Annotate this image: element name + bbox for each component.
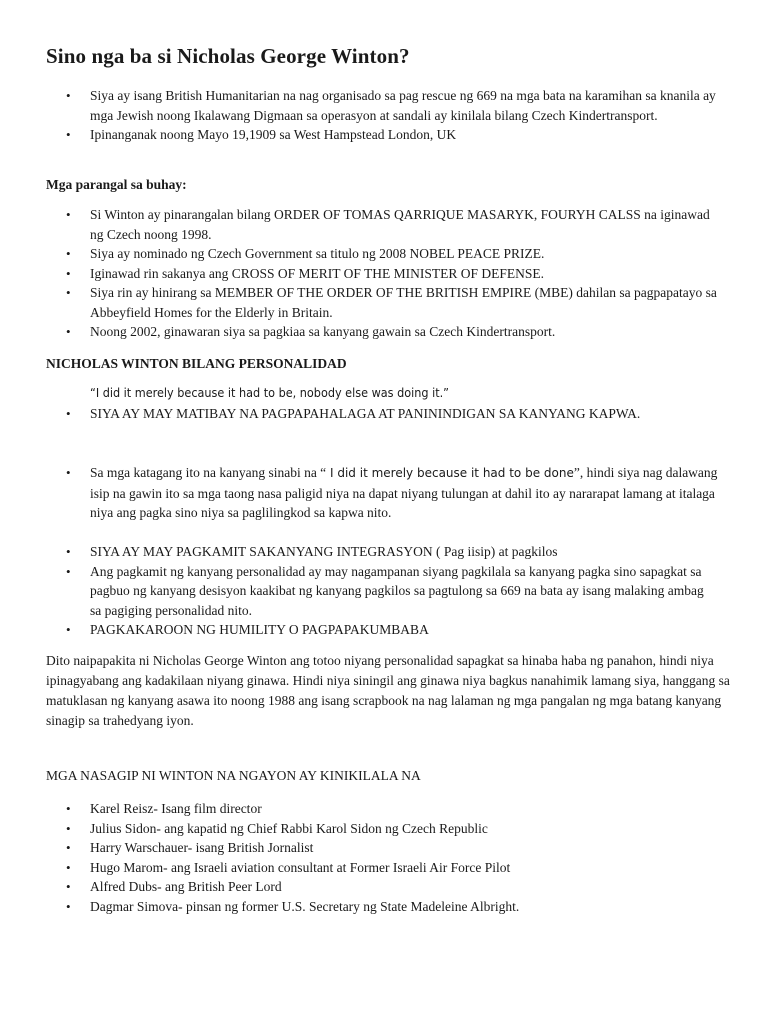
list-item: • Noong 2002, ginawaran siya sa pagkiaa sa kanyang gawain sa Czech Kindertransport. [0, 322, 718, 342]
list-item [0, 463, 718, 523]
list-item: • Siya ay isang British Humanitarian na nag organisado sa pag rescue ng 669 na mga bata na karamihan sa knanila ay mga Jewish noong Ikalawang Digmaan sa operasyon at sandali ay kinilala bilang Czech Kindertransport. [0, 86, 718, 125]
list-item: • SIYA AY MAY MATIBAY NA PAGPAPAHALAGA AT PANININDIGAN SA KANYANG KAPWA. [0, 404, 718, 424]
list-item: • Siya rin ay hinirang sa MEMBER OF THE ORDER OF THE BRITISH EMPIRE (MBE) dahilan sa pagpapatayo sa Abbeyfield Homes for the Elderly in Britain. [0, 283, 718, 322]
trait1-detail-list [0, 463, 768, 523]
rescued-list [0, 799, 768, 916]
list-item: • Ang pagkamit ng kanyang personalidad ay may nagampanan siyang pagkilala sa kanyang pagka sino sapagkat sa pagbuo ng kanyang desisyon kaakibat ng kanyang pagkilos sa pagtulong sa 669 na bata ay isang malaking ambag sa pagiging personalidad nito. [0, 562, 718, 621]
list-item: • Karel Reisz- Isang film director [0, 799, 718, 819]
detail-inline-quote: I did it merely because it had to be done [326, 466, 574, 480]
list-item: • Julius Sidon- ang kapatid ng Chief Rabbi Karol Sidon ng Czech Republic [0, 819, 718, 839]
list-item: • SIYA AY MAY PAGKAMIT SAKANYANG INTEGRASYON ( Pag iisip) at pagkilos [0, 542, 718, 562]
trait1-list [0, 404, 768, 424]
honors-list [0, 205, 768, 342]
list-item: • PAGKAKAROON NG HUMILITY O PAGPAPAKUMBABA [0, 620, 718, 640]
list-item: • Ipinanganak noong Mayo 19,1909 sa West Hampstead London, UK [0, 125, 718, 145]
honors-heading: Mga parangal sa buhay: [46, 177, 187, 192]
list-item: • Dagmar Simova- pinsan ng former U.S. Secretary ng State Madeleine Albright. [0, 897, 718, 917]
page-title: Sino nga ba si Nicholas George Winton? [46, 44, 410, 68]
trait2-list [0, 542, 768, 640]
intro-list [0, 86, 768, 145]
winton-quote: “I did it merely because it had to be, nobody else was doing it.” [90, 385, 450, 400]
detail-text-post: ”, hindi siya nag dalawang isip na gawin ito sa mga taong nasa paligid niya na dapat niyang tulungan at dahil ito ay nararapat lamang at italaga niya ang pagka sino niya sa paglilingkod sa kapwa nito. [90, 465, 718, 520]
list-item: • Alfred Dubs- ang British Peer Lord [0, 877, 718, 897]
list-item: • Harry Warschauer- isang British Jornalist [0, 838, 718, 858]
summary-paragraph: Dito naipapakita ni Nicholas George Winton ang totoo niyang personalidad sapagkat sa hinaba haba ng panahon, hindi niya ipinagyabang ang kadakilaan niyang ginawa. Hindi niya siningil ang ginawa niya bagkus nanahimik lamang siya, hanggang sa matuklasan ng kanyang asawa ito noong 1988 ang isang scrapbook na nag lalaman ng mga pangalan ng mga batang kanyang sinagip sa trahedyang iyon. [46, 653, 730, 728]
rescued-heading: MGA NASAGIP NI WINTON NA NGAYON AY KINIKILALA NA [46, 768, 421, 783]
list-item: • Si Winton ay pinarangalan bilang ORDER OF TOMAS QARRIQUE MASARYK, FOURYH CALSS na iginawad ng Czech noong 1998. [0, 205, 718, 244]
list-item: • Siya ay nominado ng Czech Government sa titulo ng 2008 NOBEL PEACE PRIZE. [0, 244, 718, 264]
detail-text-pre: Sa mga katagang ito na kanyang sinabi na “ [90, 465, 327, 480]
list-item: • Hugo Marom- ang Israeli aviation consultant at Former Israeli Air Force Pilot [0, 858, 718, 878]
list-item: • Iginawad rin sakanya ang CROSS OF MERIT OF THE MINISTER OF DEFENSE. [0, 264, 718, 284]
personality-heading: NICHOLAS WINTON BILANG PERSONALIDAD [46, 356, 347, 371]
